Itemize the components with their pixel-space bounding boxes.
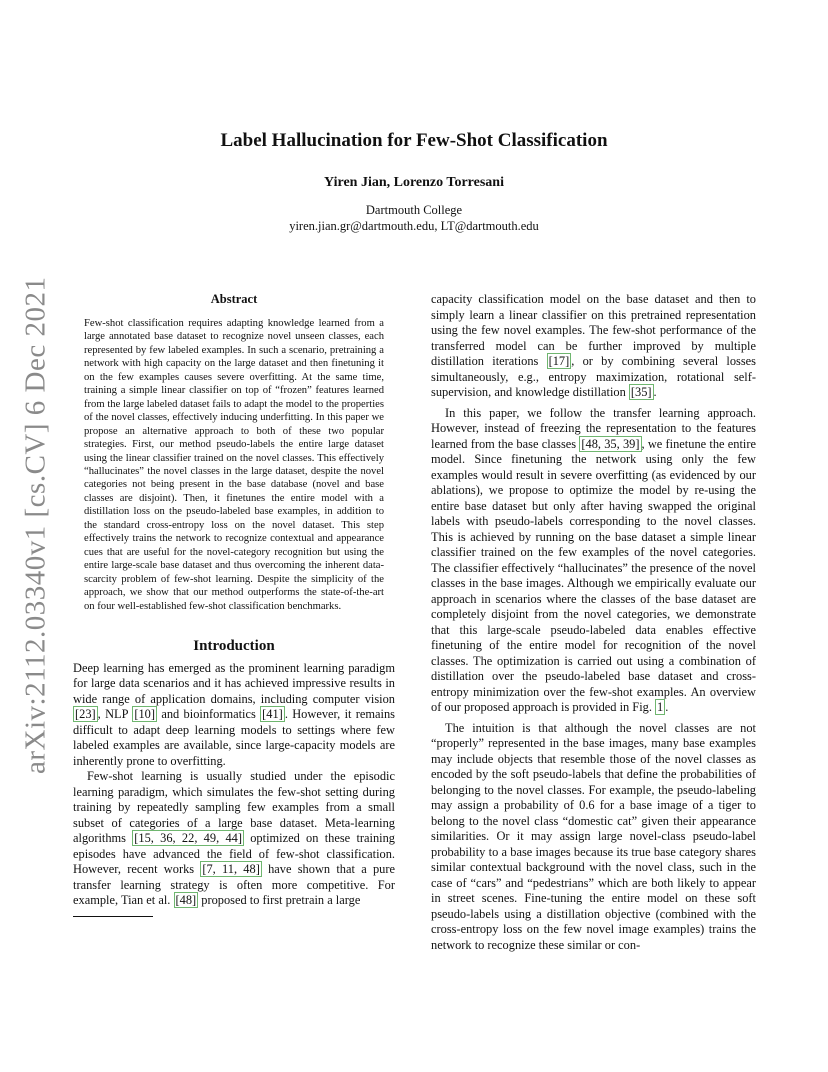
text-run: capacity classification model on the base dataset and then to simply learn a linear classifier on this pretrained representation using the few novel examples. The few-shot performance of the transferred model can be further improved by multiple distillation iterations bbox=[431, 292, 756, 368]
introduction-heading: Introduction bbox=[193, 637, 275, 654]
author-emails[interactable]: yiren.jian.gr@dartmouth.edu, LT@dartmouth.edu bbox=[289, 219, 539, 233]
intro-paragraph-3 bbox=[431, 292, 756, 401]
citation-link[interactable]: [17] bbox=[548, 354, 570, 368]
text-run: , or by combining several losses simultaneously, e.g., entropy maximization, rotational self-supervision, and knowledge distillation bbox=[431, 354, 756, 399]
paper-title: Label Hallucination for Few-Shot Classification bbox=[220, 130, 608, 151]
arxiv-identifier: arXiv:2112.03340v1 [cs.CV] 6 Dec 2021 bbox=[19, 276, 52, 774]
citation-link[interactable]: [10] bbox=[134, 707, 156, 722]
text-run: optimized on these training episodes have advanced the field of few-shot classification. However, recent works bbox=[73, 831, 395, 877]
figure-reference-link[interactable]: 1 bbox=[657, 700, 664, 714]
abstract-text: Few-shot classification requires adapting knowledge learned from a large annotated base dataset to recognize novel unseen classes, each represented by few labeled examples. In such a scenario, pretraining a network with high capacity on the large dataset and then finetuning it on the few examples causes severe overfitting. At the same time, training a simple linear classifier on top of “frozen” features learned from the large labeled dataset fails to adapt the model to the properties of the novel classes, effectively inducing underfitting. In this paper we propose an alternative approach to both of these two popular strategies. First, our method pseudo-labels the entire large dataset using the linear classifier trained on the novel classes. This effectively “hallucinates” the novel classes in the large dataset, despite the novel categories not being present in the base database (novel and base classes are disjoint). Then, it finetunes the entire model with a distillation loss on the pseudo-labeled base examples, in addition to the standard cross-entropy loss on the novel dataset. This step effectively trains the network to recognize contextual and appearance cues that are useful for the novel-category recognition but using the entire large-scale base dataset and thus overcoming the inherent data-scarcity problem of few-shot learning. Despite the simplicity of the approach, we show that our method outperforms the state-of-the-art on four well-established few-shot classification benchmarks. bbox=[84, 318, 384, 612]
text-run: Deep learning has emerged as the prominent learning paradigm for large data scenarios and it has achieved impressive results in wide range of application domains, including computer vision bbox=[73, 660, 395, 706]
footnote-rule bbox=[73, 916, 153, 917]
text-run: proposed to first pretrain a large bbox=[198, 893, 361, 908]
paper-authors: Yiren Jian, Lorenzo Torresani bbox=[324, 175, 504, 190]
right-column bbox=[431, 292, 756, 953]
affiliation: Dartmouth College bbox=[365, 203, 463, 217]
text-run: . bbox=[653, 385, 657, 399]
citation-link[interactable]: [48] bbox=[175, 893, 197, 908]
citation-link[interactable]: [7, 11, 48] bbox=[202, 862, 260, 877]
citation-link[interactable]: [48, 35, 39] bbox=[581, 436, 640, 451]
intro-paragraph-1 bbox=[73, 661, 395, 770]
citation-link[interactable]: [41] bbox=[262, 707, 283, 722]
text-run: have shown that a pure transfer learning strategy is often more competitive. For example, Tian et al. bbox=[73, 862, 395, 908]
left-column bbox=[73, 292, 395, 917]
text-run: Few-shot learning is usually studied under the episodic learning paradigm, which simulates the few-shot setting during training by repeatedly sampling few examples from a small subset of categories of a large base dataset. Meta-learning algorithms bbox=[73, 769, 395, 846]
abstract-heading: Abstract bbox=[210, 292, 258, 306]
text-run: . However, it remains difficult to adapt deep learning models to settings where few labeled examples are available, since large-capacity models are inherently prone to overfitting. bbox=[73, 707, 396, 768]
citation-link[interactable]: [23] bbox=[75, 707, 96, 722]
text-run: . bbox=[665, 700, 669, 714]
intro-paragraph-4 bbox=[431, 406, 756, 716]
citation-link[interactable]: [35] bbox=[630, 385, 652, 399]
text-run: In this paper, we follow the transfer learning approach. However, instead of freezing the representation to the features learned from the base classes bbox=[431, 405, 756, 451]
author-affiliation-block bbox=[0, 202, 828, 234]
text-run: and bioinformatics bbox=[157, 707, 261, 722]
citation-link[interactable]: [15, 36, 22, 49, 44] bbox=[134, 831, 242, 846]
intro-paragraph-5: The intuition is that although the novel classes are not “properly” represented in the base images, many base examples may include objects that resemble those of the novel classes as encoded by the soft pseudo-labels that define the probabilities of belonging to the novel classes. For example, the pseudo-labeling may assign a probability of 0.6 for a base image of a tiger to belong to the novel class “domestic cat” given their appearance similarities. Or it may assign large novel-class pseudo-label probability to a base images because its true base category shares similar contextual background with the novel class, such in the case of “cars” and “pedestrians” which are both likely to appear in street scenes. Fine-tuning the entire model on these soft pseudo-labels using a distillation objective (combined with the cross-entropy loss on the few novel image examples) trains the network to recognize these similar or con- bbox=[431, 720, 756, 952]
intro-paragraph-2 bbox=[73, 769, 395, 909]
text-run: , NLP bbox=[97, 707, 133, 722]
text-run: , we finetune the entire model. Since finetuning the network using only the few examples would result in severe overfitting (as evidenced by our ablations), we propose to optimize the model by re-using the entire base dataset but only after having swapped the original labels with pseudo-labels corresponding to the novel classes. This is achieved by running on the base dataset a simple linear classifier trained on the few examples of the novel categories. The classifier effectively “hallucinates” the presence of the novel classes in the base images. Although we empirically evaluate our approach in scenarios where the classes of the base dataset are completely disjoint from the novel categories, we demonstrate that this large-scale pseudo-labeled data enables effective finetuning of the entire model for recognition of the novel classes. The optimization is carried out using a combination of distillation over the pseudo-labeled base dataset and cross-entropy minimization over the few-shot examples. An overview of our proposed approach is provided in Fig. bbox=[431, 436, 756, 714]
